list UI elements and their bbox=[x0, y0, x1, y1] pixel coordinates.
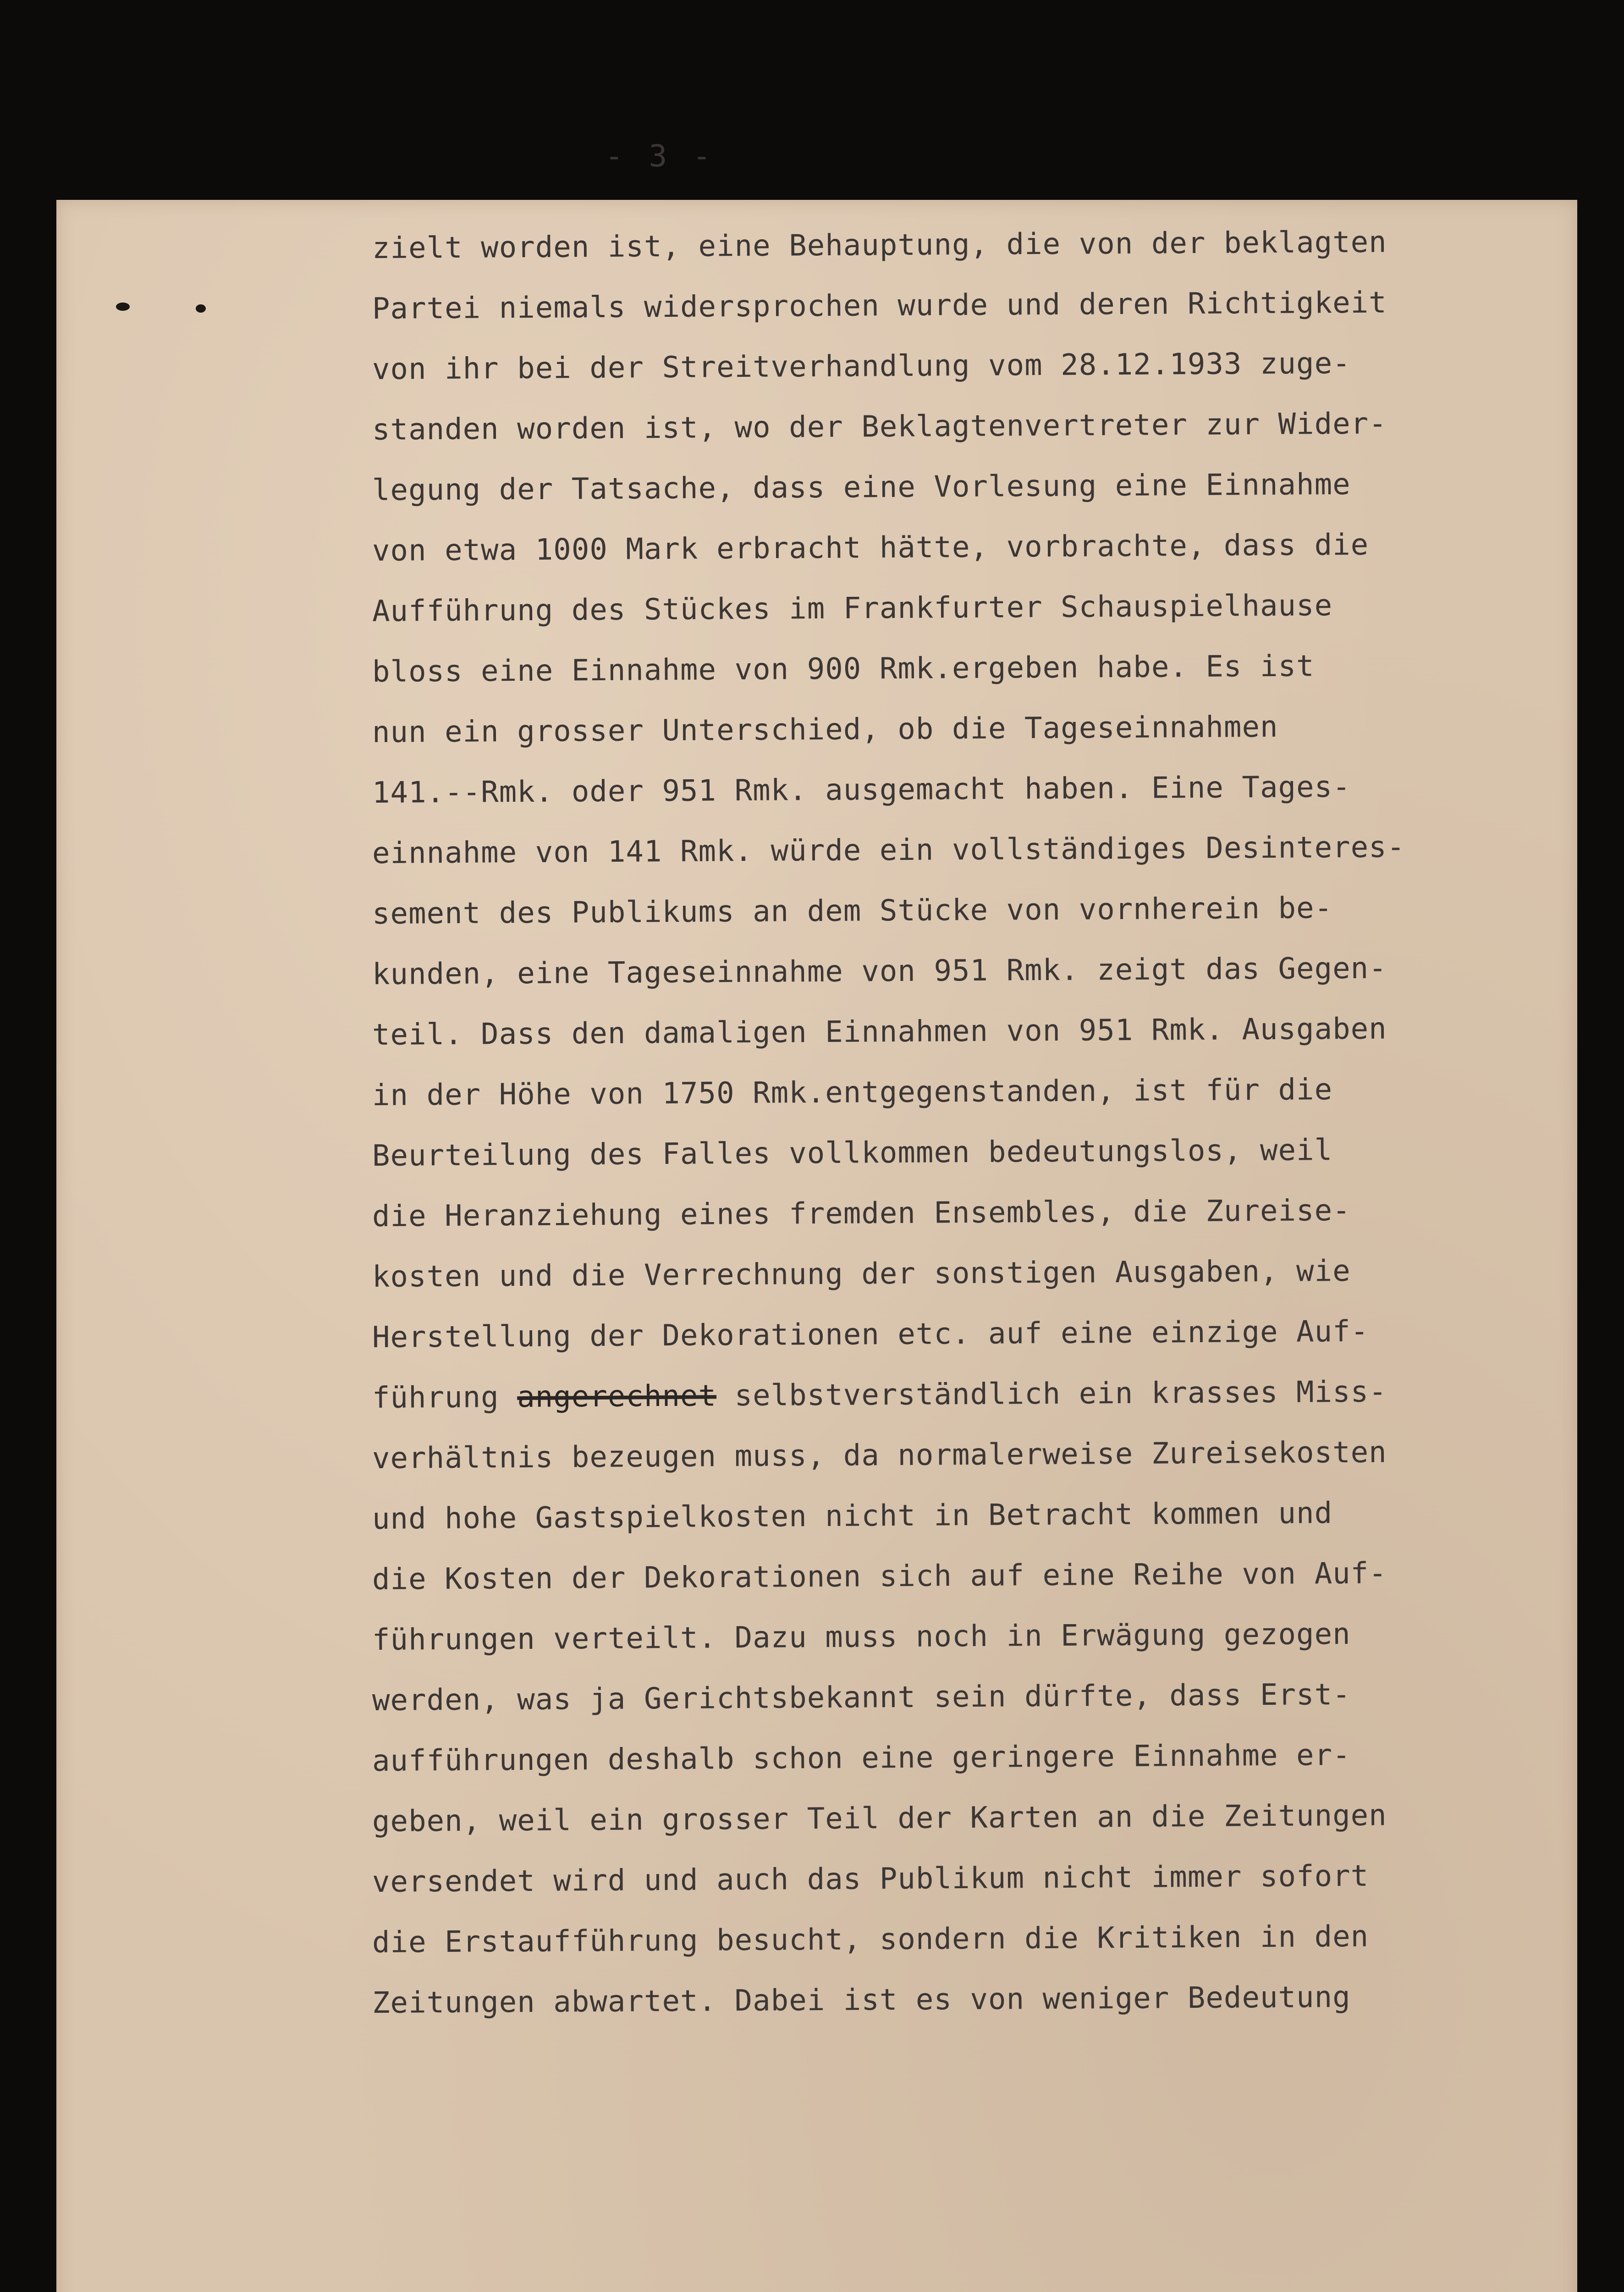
text-line: zielt worden ist, eine Behauptung, die von der beklagten bbox=[372, 225, 1387, 265]
text-line: kunden, eine Tageseinnahme von 951 Rmk. zeigt das Gegen- bbox=[372, 951, 1387, 992]
text-line: und hohe Gastspielkosten nicht in Betracht kommen und bbox=[372, 1496, 1333, 1536]
text-line: teil. Dass den damaligen Einnahmen von 951 Rmk. Ausgaben bbox=[372, 1012, 1387, 1052]
text-line: nun ein grosser Unterschied, ob die Tageseinnahmen bbox=[372, 710, 1278, 749]
text-line: Aufführung des Stückes im Frankfurter Schauspielhause bbox=[372, 589, 1333, 628]
text-line: 141.--Rmk. oder 951 Rmk. ausgemacht haben. Eine Tages- bbox=[372, 770, 1351, 810]
page-number: - 3 - bbox=[605, 138, 715, 174]
punch-hole-mark bbox=[116, 303, 130, 311]
punch-hole-mark bbox=[196, 304, 206, 313]
text-line: von etwa 1000 Mark erbracht hätte, vorbrachte, dass die bbox=[372, 528, 1369, 568]
typewritten-body bbox=[372, 218, 1481, 2033]
text-line: die Kosten der Dekorationen sich auf eine Reihe von Auf- bbox=[372, 1556, 1387, 1597]
text-line: von ihr bei der Streitverhandlung vom 28.12.1933 zuge- bbox=[372, 346, 1351, 386]
text-line: die Heranziehung eines fremden Ensembles, die Zureise- bbox=[372, 1193, 1351, 1234]
text-line: werden, was ja Gerichtsbekannt sein dürfte, dass Erst- bbox=[372, 1677, 1351, 1718]
text-line: die Erstaufführung besucht, sondern die Kritiken in den bbox=[372, 1919, 1369, 1960]
text-fragment: führung bbox=[372, 1380, 517, 1415]
text-line: Partei niemals widersprochen wurde und deren Richtigkeit bbox=[372, 286, 1387, 326]
text-line: einnahme von 141 Rmk. würde ein vollständiges Desinteres- bbox=[372, 830, 1405, 871]
text-line: standen worden ist, wo der Beklagtenvertreter zur Wider- bbox=[372, 407, 1387, 447]
text-line-with-strikeout bbox=[372, 1361, 1482, 1428]
text-line: sement des Publikums an dem Stücke von vornherein be- bbox=[372, 891, 1333, 931]
text-line: führungen verteilt. Dazu muss noch in Erwägung gezogen bbox=[372, 1617, 1351, 1657]
text-fragment: selbstverständlich ein krasses Miss- bbox=[716, 1375, 1387, 1413]
struck-out-word: angerechnet bbox=[517, 1379, 717, 1415]
text-line: verhältnis bezeugen muss, da normalerweise Zureisekosten bbox=[372, 1435, 1387, 1476]
text-line: in der Höhe von 1750 Rmk.entgegenstanden, ist für die bbox=[372, 1073, 1333, 1113]
text-line: aufführungen deshalb schon eine geringere Einnahme er- bbox=[372, 1738, 1351, 1778]
text-line: Zeitungen abwartet. Dabei ist es von weniger Bedeutung bbox=[372, 1980, 1351, 2020]
text-line: versendet wird und auch das Publikum nicht immer sofort bbox=[372, 1859, 1369, 1899]
text-line: bloss eine Einnahme von 900 Rmk.ergeben habe. Es ist bbox=[372, 649, 1315, 689]
text-line: Herstellung der Dekorationen etc. auf eine einzige Auf- bbox=[372, 1314, 1369, 1355]
text-line: geben, weil ein grosser Teil der Karten an die Zeitungen bbox=[372, 1798, 1387, 1839]
text-line: Beurteilung des Falles vollkommen bedeutungslos, weil bbox=[372, 1133, 1333, 1173]
text-line: legung der Tatsache, dass eine Vorlesung eine Einnahme bbox=[372, 467, 1351, 507]
text-line: kosten und die Verrechnung der sonstigen Ausgaben, wie bbox=[372, 1254, 1351, 1294]
